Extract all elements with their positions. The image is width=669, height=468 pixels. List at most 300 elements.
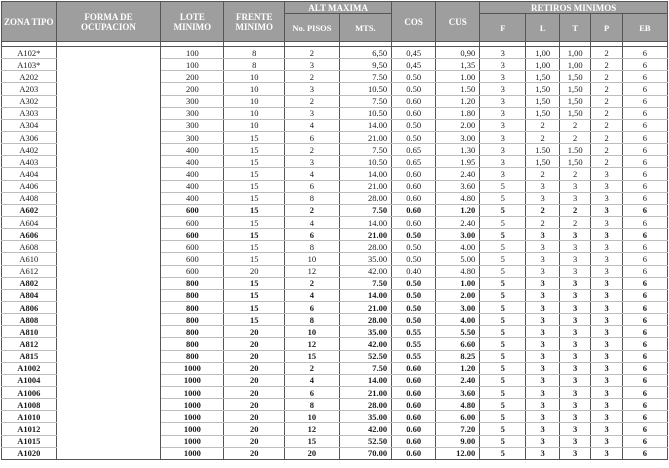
- cell-cus: 5.00: [436, 253, 480, 265]
- cell-l: 2: [526, 216, 560, 228]
- cell-lote-minimo: 800: [161, 301, 224, 313]
- cell-l: 3: [526, 326, 560, 338]
- cell-p: 3: [591, 289, 622, 301]
- cell-frente-minimo: 15: [224, 144, 285, 156]
- cell-zona-tipo: A610: [2, 253, 57, 265]
- cell-no-pisos: 4: [285, 216, 340, 228]
- cell-p: 3: [591, 447, 622, 459]
- cell-lote-minimo: 100: [161, 47, 224, 59]
- cell-forma-ocupacion: [56, 241, 161, 253]
- table-row: [2, 435, 668, 447]
- cell-no-pisos: 8: [285, 314, 340, 326]
- cell-l: 3: [526, 374, 560, 386]
- cell-lote-minimo: 400: [161, 144, 224, 156]
- cell-no-pisos: 12: [285, 265, 340, 277]
- cell-frente-minimo: 10: [224, 71, 285, 83]
- table-row: [2, 192, 668, 204]
- cell-cus: 2.40: [436, 168, 480, 180]
- cell-no-pisos: 3: [285, 107, 340, 119]
- cell-f: 3: [480, 107, 526, 119]
- table-row: [2, 180, 668, 192]
- cell-cus: 6.00: [436, 411, 480, 423]
- cell-lote-minimo: 600: [161, 229, 224, 241]
- cell-no-pisos: 8: [285, 399, 340, 411]
- cell-f: 3: [480, 83, 526, 95]
- cell-l: 3: [526, 411, 560, 423]
- cell-t: 3: [559, 192, 590, 204]
- cell-p: 3: [591, 362, 622, 374]
- cell-frente-minimo: 20: [224, 423, 285, 435]
- cell-no-pisos: 20: [285, 447, 340, 459]
- cell-zona-tipo: A812: [2, 338, 57, 350]
- cell-lote-minimo: 600: [161, 265, 224, 277]
- cell-lote-minimo: 600: [161, 253, 224, 265]
- cell-lote-minimo: 1000: [161, 447, 224, 459]
- cell-zona-tipo: A406: [2, 180, 57, 192]
- cell-l: 1,50: [526, 83, 560, 95]
- cell-lote-minimo: 800: [161, 314, 224, 326]
- cell-cos: 0.40: [392, 265, 436, 277]
- cell-zona-tipo: A302: [2, 95, 57, 107]
- cell-no-pisos: 6: [285, 229, 340, 241]
- cell-mts: 42.00: [339, 338, 391, 350]
- cell-lote-minimo: 1000: [161, 411, 224, 423]
- cell-no-pisos: 8: [285, 241, 340, 253]
- cell-t: 3: [559, 301, 590, 313]
- cell-cus: 3.00: [436, 229, 480, 241]
- cell-f: 5: [480, 192, 526, 204]
- cell-frente-minimo: 8: [224, 47, 285, 59]
- cell-frente-minimo: 10: [224, 95, 285, 107]
- cell-mts: 10.50: [339, 83, 391, 95]
- cell-eb: 6: [622, 119, 667, 131]
- cell-frente-minimo: 15: [224, 131, 285, 143]
- cell-forma-ocupacion: [56, 180, 161, 192]
- cell-cus: 9.00: [436, 435, 480, 447]
- cell-mts: 14.00: [339, 216, 391, 228]
- cell-cos: 0.50: [392, 229, 436, 241]
- table-row: [2, 95, 668, 107]
- cell-t: 1,00: [559, 47, 590, 59]
- cell-f: 3: [480, 168, 526, 180]
- cell-f: 5: [480, 435, 526, 447]
- cell-no-pisos: 4: [285, 289, 340, 301]
- cell-f: 5: [480, 216, 526, 228]
- cell-zona-tipo: A303: [2, 107, 57, 119]
- cell-no-pisos: 10: [285, 326, 340, 338]
- cell-f: 3: [480, 131, 526, 143]
- cell-lote-minimo: 300: [161, 131, 224, 143]
- cell-l: 3: [526, 386, 560, 398]
- cell-f: 5: [480, 447, 526, 459]
- cell-frente-minimo: 15: [224, 253, 285, 265]
- cell-lote-minimo: 300: [161, 119, 224, 131]
- cell-frente-minimo: 20: [224, 386, 285, 398]
- table-row: [2, 362, 668, 374]
- cell-l: 2: [526, 168, 560, 180]
- cell-no-pisos: 2: [285, 95, 340, 107]
- cell-eb: 6: [622, 47, 667, 59]
- table-row: [2, 47, 668, 59]
- cell-cos: 0.60: [392, 168, 436, 180]
- cell-f: 5: [480, 277, 526, 289]
- cell-forma-ocupacion: [56, 374, 161, 386]
- cell-eb: 6: [622, 144, 667, 156]
- header-frente-minimo: FRENTE MINIMO: [224, 2, 285, 42]
- cell-forma-ocupacion: [56, 277, 161, 289]
- table-row: [2, 374, 668, 386]
- cell-zona-tipo: A608: [2, 241, 57, 253]
- cell-cus: 1.50: [436, 83, 480, 95]
- cell-mts: 9,50: [339, 59, 391, 71]
- cell-zona-tipo: A602: [2, 204, 57, 216]
- cell-cus: 4.80: [436, 265, 480, 277]
- table-row: [2, 204, 668, 216]
- cell-frente-minimo: 10: [224, 83, 285, 95]
- cell-no-pisos: 2: [285, 277, 340, 289]
- cell-l: 3: [526, 435, 560, 447]
- cell-l: 1,50: [526, 156, 560, 168]
- header-cos: COS: [392, 2, 436, 42]
- cell-frente-minimo: 10: [224, 119, 285, 131]
- cell-cos: 0.55: [392, 338, 436, 350]
- cell-zona-tipo: A810: [2, 326, 57, 338]
- table-row: [2, 216, 668, 228]
- cell-mts: 28.00: [339, 192, 391, 204]
- cell-p: 3: [591, 277, 622, 289]
- cell-zona-tipo: A1002: [2, 362, 57, 374]
- cell-cos: 0.60: [392, 204, 436, 216]
- cell-t: 3: [559, 447, 590, 459]
- cell-cus: 4.80: [436, 399, 480, 411]
- cell-mts: 42.00: [339, 265, 391, 277]
- cell-cos: 0.50: [392, 71, 436, 83]
- cell-t: 3: [559, 265, 590, 277]
- cell-f: 3: [480, 144, 526, 156]
- cell-f: 5: [480, 423, 526, 435]
- cell-t: 3: [559, 229, 590, 241]
- cell-l: 3: [526, 314, 560, 326]
- cell-zona-tipo: A804: [2, 289, 57, 301]
- cell-t: 3: [559, 423, 590, 435]
- cell-mts: 7.50: [339, 204, 391, 216]
- cell-p: 3: [591, 168, 622, 180]
- cell-eb: 6: [622, 131, 667, 143]
- cell-cos: 0.60: [392, 386, 436, 398]
- cell-forma-ocupacion: [56, 362, 161, 374]
- cell-mts: 35.00: [339, 253, 391, 265]
- cell-t: 3: [559, 350, 590, 362]
- cell-zona-tipo: A1015: [2, 435, 57, 447]
- cell-t: 3: [559, 241, 590, 253]
- cell-eb: 6: [622, 386, 667, 398]
- cell-cos: 0.50: [392, 253, 436, 265]
- cell-zona-tipo: A802: [2, 277, 57, 289]
- cell-zona-tipo: A102*: [2, 47, 57, 59]
- cell-cos: 0.50: [392, 314, 436, 326]
- cell-l: 3: [526, 265, 560, 277]
- cell-f: 5: [480, 204, 526, 216]
- cell-f: 5: [480, 289, 526, 301]
- cell-l: 3: [526, 301, 560, 313]
- cell-mts: 14.00: [339, 119, 391, 131]
- cell-t: 1,50: [559, 107, 590, 119]
- cell-zona-tipo: A304: [2, 119, 57, 131]
- cell-lote-minimo: 800: [161, 277, 224, 289]
- cell-cus: 1.20: [436, 204, 480, 216]
- cell-p: 2: [591, 119, 622, 131]
- cell-forma-ocupacion: [56, 423, 161, 435]
- zoning-table-container: [1, 1, 668, 460]
- cell-forma-ocupacion: [56, 265, 161, 277]
- cell-p: 3: [591, 265, 622, 277]
- cell-forma-ocupacion: [56, 119, 161, 131]
- cell-mts: 10.50: [339, 156, 391, 168]
- cell-cus: 3.00: [436, 131, 480, 143]
- table-row: [2, 399, 668, 411]
- cell-forma-ocupacion: [56, 326, 161, 338]
- cell-p: 3: [591, 326, 622, 338]
- cell-no-pisos: 2: [285, 362, 340, 374]
- table-row: [2, 301, 668, 313]
- cell-l: 2: [526, 119, 560, 131]
- cell-frente-minimo: 15: [224, 216, 285, 228]
- cell-eb: 6: [622, 338, 667, 350]
- cell-cos: 0.60: [392, 435, 436, 447]
- table-row: [2, 350, 668, 362]
- cell-cus: 1.95: [436, 156, 480, 168]
- cell-eb: 6: [622, 362, 667, 374]
- cell-no-pisos: 2: [285, 47, 340, 59]
- cell-f: 5: [480, 241, 526, 253]
- cell-no-pisos: 3: [285, 83, 340, 95]
- cell-mts: 35.00: [339, 326, 391, 338]
- cell-eb: 6: [622, 314, 667, 326]
- cell-lote-minimo: 1000: [161, 374, 224, 386]
- cell-mts: 21.00: [339, 180, 391, 192]
- cell-lote-minimo: 300: [161, 107, 224, 119]
- cell-t: 1,00: [559, 59, 590, 71]
- cell-lote-minimo: 200: [161, 83, 224, 95]
- cell-t: 3: [559, 374, 590, 386]
- cell-p: 3: [591, 229, 622, 241]
- cell-frente-minimo: 20: [224, 435, 285, 447]
- cell-eb: 6: [622, 95, 667, 107]
- cell-cos: 0.55: [392, 350, 436, 362]
- cell-p: 3: [591, 350, 622, 362]
- cell-cos: 0.60: [392, 216, 436, 228]
- cell-p: 3: [591, 411, 622, 423]
- cell-forma-ocupacion: [56, 386, 161, 398]
- cell-p: 3: [591, 253, 622, 265]
- cell-l: 3: [526, 399, 560, 411]
- cell-no-pisos: 12: [285, 338, 340, 350]
- cell-no-pisos: 4: [285, 168, 340, 180]
- cell-forma-ocupacion: [56, 338, 161, 350]
- cell-forma-ocupacion: [56, 131, 161, 143]
- cell-t: 3: [559, 386, 590, 398]
- table-row: [2, 338, 668, 350]
- cell-l: 1,50: [526, 107, 560, 119]
- cell-forma-ocupacion: [56, 59, 161, 71]
- cell-eb: 6: [622, 253, 667, 265]
- table-row: [2, 83, 668, 95]
- cell-eb: 6: [622, 216, 667, 228]
- cell-f: 5: [480, 180, 526, 192]
- cell-no-pisos: 10: [285, 411, 340, 423]
- cell-forma-ocupacion: [56, 204, 161, 216]
- cell-p: 3: [591, 399, 622, 411]
- cell-lote-minimo: 400: [161, 180, 224, 192]
- cell-lote-minimo: 100: [161, 59, 224, 71]
- cell-p: 2: [591, 47, 622, 59]
- cell-mts: 6,50: [339, 47, 391, 59]
- cell-t: 3: [559, 180, 590, 192]
- cell-forma-ocupacion: [56, 107, 161, 119]
- table-row: [2, 107, 668, 119]
- cell-cus: 7.20: [436, 423, 480, 435]
- cell-cus: 2.40: [436, 374, 480, 386]
- cell-forma-ocupacion: [56, 216, 161, 228]
- cell-mts: 7.50: [339, 144, 391, 156]
- cell-cos: 0.50: [392, 119, 436, 131]
- cell-no-pisos: 2: [285, 144, 340, 156]
- cell-no-pisos: 4: [285, 374, 340, 386]
- cell-frente-minimo: 15: [224, 192, 285, 204]
- cell-cos: 0,45: [392, 59, 436, 71]
- table-row: [2, 289, 668, 301]
- cell-zona-tipo: A612: [2, 265, 57, 277]
- cell-cos: 0.65: [392, 156, 436, 168]
- cell-no-pisos: 15: [285, 350, 340, 362]
- table-row: [2, 411, 668, 423]
- cell-no-pisos: 3: [285, 156, 340, 168]
- cell-eb: 6: [622, 204, 667, 216]
- cell-forma-ocupacion: [56, 144, 161, 156]
- cell-zona-tipo: A1006: [2, 386, 57, 398]
- cell-cus: 0,90: [436, 47, 480, 59]
- cell-l: 2: [526, 131, 560, 143]
- cell-lote-minimo: 1000: [161, 362, 224, 374]
- cell-p: 3: [591, 216, 622, 228]
- cell-forma-ocupacion: [56, 301, 161, 313]
- cell-no-pisos: 2: [285, 71, 340, 83]
- table-row: [2, 131, 668, 143]
- table-row: [2, 277, 668, 289]
- cell-cos: 0.60: [392, 180, 436, 192]
- cell-t: 2: [559, 131, 590, 143]
- cell-cos: 0.60: [392, 362, 436, 374]
- cell-cos: 0.50: [392, 277, 436, 289]
- cell-mts: 14.00: [339, 168, 391, 180]
- cell-lote-minimo: 200: [161, 71, 224, 83]
- cell-l: 3: [526, 350, 560, 362]
- table-row: [2, 386, 668, 398]
- cell-lote-minimo: 1000: [161, 386, 224, 398]
- cell-cus: 3.60: [436, 180, 480, 192]
- cell-f: 5: [480, 229, 526, 241]
- cell-eb: 6: [622, 265, 667, 277]
- cell-eb: 6: [622, 374, 667, 386]
- cell-cus: 1.80: [436, 107, 480, 119]
- cell-p: 2: [591, 107, 622, 119]
- cell-cos: 0.60: [392, 447, 436, 459]
- cell-cus: 6.60: [436, 338, 480, 350]
- cell-lote-minimo: 400: [161, 192, 224, 204]
- cell-no-pisos: 15: [285, 435, 340, 447]
- cell-lote-minimo: 400: [161, 156, 224, 168]
- cell-cus: 2.00: [436, 289, 480, 301]
- cell-mts: 28.00: [339, 399, 391, 411]
- table-row: [2, 119, 668, 131]
- cell-t: 3: [559, 253, 590, 265]
- cell-t: 3: [559, 277, 590, 289]
- cell-mts: 7.50: [339, 362, 391, 374]
- cell-eb: 6: [622, 71, 667, 83]
- cell-cus: 8.25: [436, 350, 480, 362]
- cell-mts: 28.00: [339, 241, 391, 253]
- cell-f: 3: [480, 95, 526, 107]
- table-header: [2, 2, 668, 42]
- cell-cos: 0.65: [392, 144, 436, 156]
- cell-eb: 6: [622, 350, 667, 362]
- cell-zona-tipo: A1012: [2, 423, 57, 435]
- cell-p: 3: [591, 435, 622, 447]
- cell-mts: 21.00: [339, 229, 391, 241]
- cell-eb: 6: [622, 301, 667, 313]
- cell-forma-ocupacion: [56, 435, 161, 447]
- cell-zona-tipo: A404: [2, 168, 57, 180]
- cell-f: 5: [480, 350, 526, 362]
- cell-cus: 2.00: [436, 119, 480, 131]
- cell-forma-ocupacion: [56, 447, 161, 459]
- table-row: [2, 314, 668, 326]
- cell-zona-tipo: A203: [2, 83, 57, 95]
- cell-frente-minimo: 15: [224, 277, 285, 289]
- cell-f: 5: [480, 411, 526, 423]
- cell-cus: 1.00: [436, 277, 480, 289]
- cell-no-pisos: 12: [285, 423, 340, 435]
- cell-l: 3: [526, 253, 560, 265]
- header-lote-minimo: LOTE MINIMO: [161, 2, 224, 42]
- cell-frente-minimo: 20: [224, 265, 285, 277]
- cell-mts: 42.00: [339, 423, 391, 435]
- cell-cus: 1,35: [436, 59, 480, 71]
- cell-zona-tipo: A815: [2, 350, 57, 362]
- cell-eb: 6: [622, 180, 667, 192]
- cell-forma-ocupacion: [56, 253, 161, 265]
- cell-mts: 7.50: [339, 71, 391, 83]
- cell-cus: 4.00: [436, 314, 480, 326]
- cell-p: 2: [591, 156, 622, 168]
- cell-mts: 70.00: [339, 447, 391, 459]
- cell-cus: 2.40: [436, 216, 480, 228]
- cell-eb: 6: [622, 156, 667, 168]
- cell-forma-ocupacion: [56, 83, 161, 95]
- cell-lote-minimo: 800: [161, 326, 224, 338]
- table-row: [2, 144, 668, 156]
- cell-forma-ocupacion: [56, 192, 161, 204]
- cell-frente-minimo: 20: [224, 326, 285, 338]
- cell-lote-minimo: 1000: [161, 435, 224, 447]
- cell-f: 5: [480, 338, 526, 350]
- cell-lote-minimo: 1000: [161, 399, 224, 411]
- cell-eb: 6: [622, 289, 667, 301]
- table-row: [2, 59, 668, 71]
- table-body: [2, 42, 668, 460]
- header-cus: CUS: [436, 2, 480, 42]
- cell-mts: 21.00: [339, 131, 391, 143]
